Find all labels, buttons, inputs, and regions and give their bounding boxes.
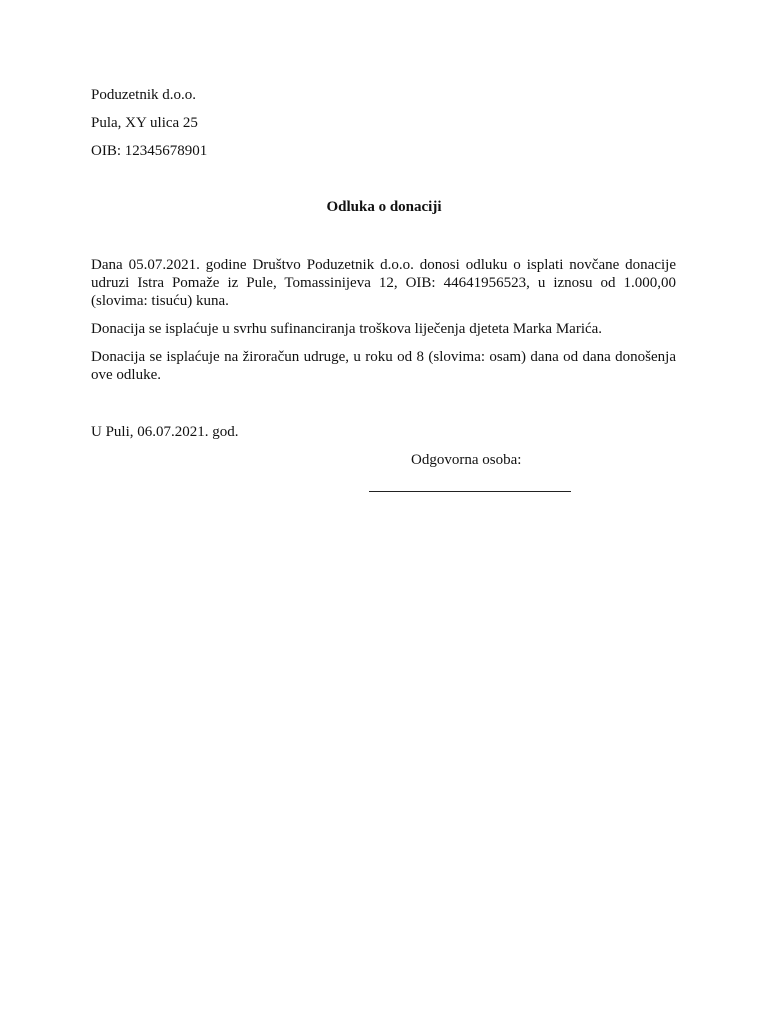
signature-line (369, 491, 571, 492)
paragraph-decision: Dana 05.07.2021. godine Društvo Poduzetnik d.o.o. donosi odluku o isplati novčane donacije udruzi Istra Pomaže iz Pule, Tomassinijeva 12, OIB: 44641956523, u iznosu od 1.000,00 (slovima: tisuću) kuna. (91, 257, 676, 309)
sender-address: Pula, XY ulica 25 (91, 115, 198, 131)
sender-oib: OIB: 12345678901 (91, 143, 208, 159)
paragraph-purpose: Donacija se isplaćuje u svrhu sufinanciranja troškova liječenja djeteta Marka Marića. (91, 321, 603, 337)
sender-company: Poduzetnik d.o.o. (91, 87, 196, 103)
document-body (91, 256, 676, 394)
place-date: U Puli, 06.07.2021. god. (91, 424, 239, 440)
responsible-person-label: Odgovorna osoba: (411, 452, 522, 468)
sender-block (91, 86, 491, 170)
paragraph-payment: Donacija se isplaćuje na žiroračun udruge, u roku od 8 (slovima: osam) dana od dana donošenja ove odluke. (91, 349, 676, 383)
document-title: Odluka o donaciji (326, 199, 442, 215)
